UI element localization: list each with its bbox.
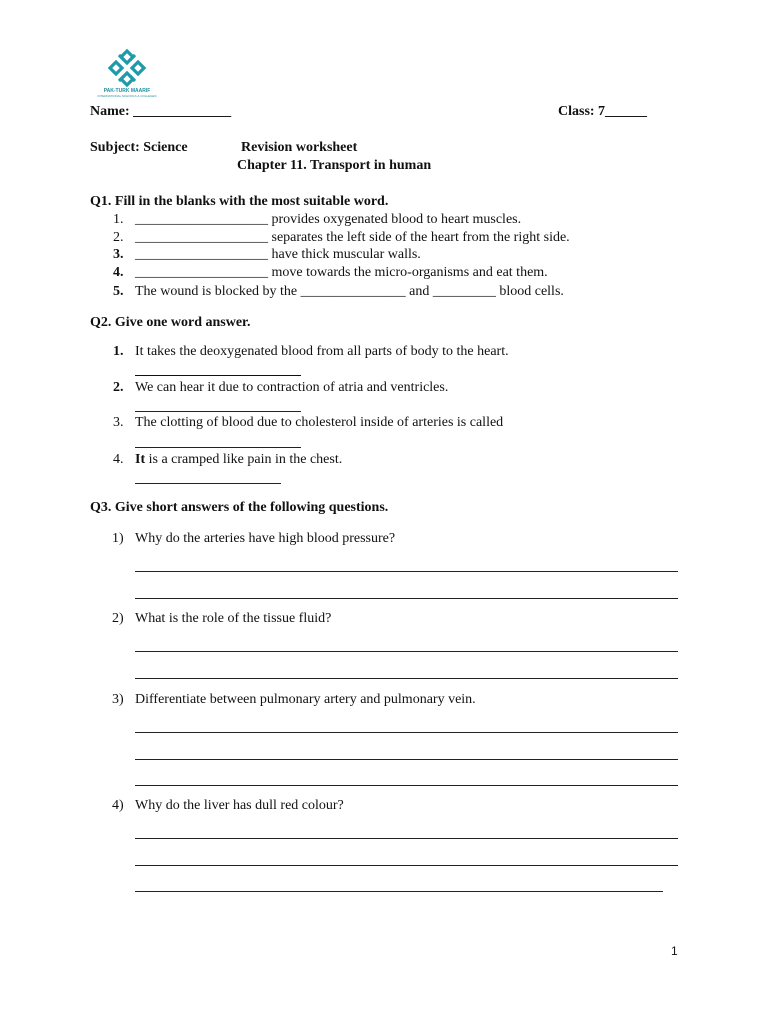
answer-line (135, 891, 663, 892)
worksheet-title: Revision worksheet (241, 140, 358, 155)
answer-line (135, 865, 678, 866)
q2-item-number: 3. (113, 415, 124, 430)
answer-line (135, 838, 678, 839)
q3-item-text: Why do the liver has dull red colour? (135, 798, 344, 813)
q2-item-number: 1. (113, 344, 124, 359)
answer-line (135, 678, 678, 679)
answer-line (135, 411, 301, 412)
q1-item-number: 4. (113, 265, 124, 280)
logo-emblem-icon (102, 48, 152, 88)
name-field: Name: ______________ (90, 104, 232, 119)
logo-subtext: INTERNATIONAL SCHOOLS & COLLEGES (97, 94, 157, 98)
q3-item-text: Differentiate between pulmonary artery and pulmonary vein. (135, 692, 476, 707)
q3-item-text: What is the role of the tissue fluid? (135, 611, 332, 626)
q1-item-text: ___________________ move towards the micro-organisms and eat them. (135, 265, 548, 280)
q1-item-text: ___________________ have thick muscular walls. (135, 247, 421, 262)
q1-item-text: ___________________ provides oxygenated blood to heart muscles. (135, 212, 522, 227)
class-field: Class: 7______ (558, 104, 648, 119)
q1-item-number: 3. (113, 247, 124, 262)
q3-item-number: 1) (112, 531, 124, 546)
q3-item-number: 4) (112, 798, 124, 813)
q3-title: Q3. Give short answers of the following questions. (90, 500, 389, 515)
answer-line (135, 759, 678, 760)
q1-title: Q1. Fill in the blanks with the most suitable word. (90, 194, 389, 209)
q2-item-text: It takes the deoxygenated blood from all parts of body to the heart. (135, 344, 509, 359)
q2-item-text: The clotting of blood due to cholesterol inside of arteries is called (135, 415, 504, 430)
q2-item-rest: is a cramped like pain in the chest. (145, 452, 343, 467)
answer-line (135, 447, 301, 448)
answer-line (135, 651, 678, 652)
q2-item-bold-word: It (135, 452, 146, 467)
answer-line (135, 571, 678, 572)
q3-item-number: 3) (112, 692, 124, 707)
logo-text: PAK-TURK MAARIF (103, 88, 151, 94)
q2-item-number: 4. (113, 452, 124, 467)
answer-line (135, 732, 678, 733)
q1-item-text: ___________________ separates the left side of the heart from the right side. (135, 230, 570, 245)
q1-item-text: The wound is blocked by the _______________ and _________ blood cells. (135, 284, 564, 299)
q3-item-text: Why do the arteries have high blood pressure? (135, 531, 396, 546)
chapter-title: Chapter 11. Transport in human (237, 158, 432, 173)
subject-label: Subject: Science (90, 140, 188, 155)
page-number: 1 (671, 944, 678, 958)
answer-line (135, 598, 678, 599)
q2-item-text (135, 452, 342, 468)
q3-item-number: 2) (112, 611, 124, 626)
q1-item-number: 1. (113, 212, 124, 227)
answer-line (135, 375, 301, 376)
answer-line (135, 483, 281, 484)
answer-line (135, 785, 678, 786)
q2-item-number: 2. (113, 380, 124, 395)
q2-title: Q2. Give one word answer. (90, 315, 251, 330)
q2-item-text: We can hear it due to contraction of atria and ventricles. (135, 380, 449, 395)
q1-item-number: 2. (113, 230, 124, 245)
q1-item-number: 5. (113, 284, 124, 299)
